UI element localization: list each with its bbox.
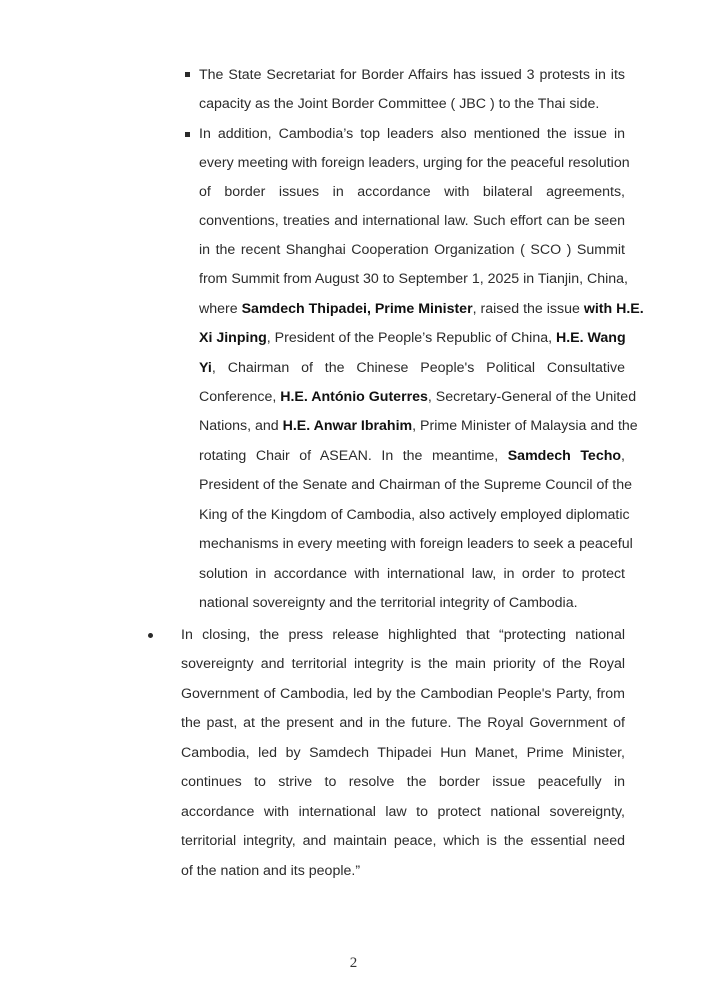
plain-text: , raised the issue bbox=[472, 301, 584, 317]
plain-text: , Prime Minister of Malaysia and the bbox=[412, 418, 638, 434]
text-line bbox=[199, 299, 644, 319]
text-line: national sovereignty and the territorial integrity of Cambodia. bbox=[199, 595, 578, 611]
plain-text: , Chairman of the Chinese People's Political Consultative bbox=[211, 360, 625, 376]
plain-text: , President of the People’s Republic of China, bbox=[266, 330, 556, 346]
text-line: Cambodia, led by Samdech Thipadei Hun Manet, Prime Minister, bbox=[181, 745, 625, 761]
bold-name: H.E. Anwar Ibrahim bbox=[282, 418, 413, 434]
text-line: capacity as the Joint Border Committee ( JBC ) to the Thai side. bbox=[199, 96, 600, 112]
text-line: In addition, Cambodia’s top leaders also mentioned the issue in bbox=[199, 126, 625, 142]
text-line: every meeting with foreign leaders, urging for the peaceful resolution bbox=[199, 155, 630, 171]
text-line: from Summit from August 30 to September 1, 2025 in Tianjin, China, bbox=[199, 271, 628, 287]
bold-name: Yi bbox=[199, 360, 212, 376]
plain-text: where bbox=[199, 301, 242, 317]
bold-name: H.E. António Guterres bbox=[280, 389, 428, 405]
plain-text: Conference, bbox=[199, 389, 281, 405]
text-line: accordance with international law to protect national sovereignty, bbox=[181, 804, 625, 820]
bold-name: H.E. Wang bbox=[555, 330, 626, 346]
page-number: 2 bbox=[349, 955, 358, 971]
plain-text: , bbox=[621, 448, 625, 464]
text-line bbox=[199, 358, 625, 378]
text-line: King of the Kingdom of Cambodia, also actively employed diplomatic bbox=[199, 507, 630, 523]
plain-text: , Secretary-General of the United bbox=[427, 389, 637, 405]
text-line: The State Secretariat for Border Affairs has issued 3 protests in its bbox=[199, 67, 625, 83]
plain-text: rotating Chair of ASEAN. In the meantime, bbox=[199, 448, 508, 464]
text-line bbox=[199, 387, 637, 407]
text-line: In closing, the press release highlighted that “protecting national bbox=[181, 627, 625, 643]
bold-name: Samdech Thipadei, Prime Minister bbox=[241, 301, 473, 317]
text-line bbox=[199, 328, 625, 348]
text-line: of border issues in accordance with bilateral agreements, bbox=[199, 184, 625, 200]
square-bullet-icon bbox=[185, 132, 190, 137]
square-bullet-icon bbox=[185, 72, 190, 77]
text-line bbox=[199, 446, 625, 466]
bold-name: Xi Jinping bbox=[199, 330, 267, 346]
text-line: in the recent Shanghai Cooperation Organization ( SCO ) Summit bbox=[199, 242, 625, 258]
text-line: of the nation and its people.” bbox=[181, 863, 361, 879]
text-line: territorial integrity, and maintain peace, which is the essential need bbox=[181, 833, 625, 849]
bold-name: Samdech Techo bbox=[507, 448, 622, 464]
text-line: solution in accordance with international law, in order to protect bbox=[199, 566, 625, 582]
text-line: President of the Senate and Chairman of the Supreme Council of the bbox=[199, 477, 632, 493]
bold-name: with H.E. bbox=[583, 301, 644, 317]
text-line: mechanisms in every meeting with foreign leaders to seek a peaceful bbox=[199, 536, 633, 552]
text-line: conventions, treaties and international law. Such effort can be seen bbox=[199, 213, 625, 229]
text-line bbox=[199, 416, 638, 436]
plain-text: Nations, and bbox=[199, 418, 283, 434]
text-line: Government of Cambodia, led by the Cambodian People's Party, from bbox=[181, 686, 625, 702]
round-bullet-icon bbox=[148, 633, 153, 638]
text-line: sovereignty and territorial integrity is the main priority of the Royal bbox=[181, 656, 625, 672]
text-line: continues to strive to resolve the border issue peacefully in bbox=[181, 774, 625, 790]
text-line: the past, at the present and in the future. The Royal Government of bbox=[181, 715, 625, 731]
